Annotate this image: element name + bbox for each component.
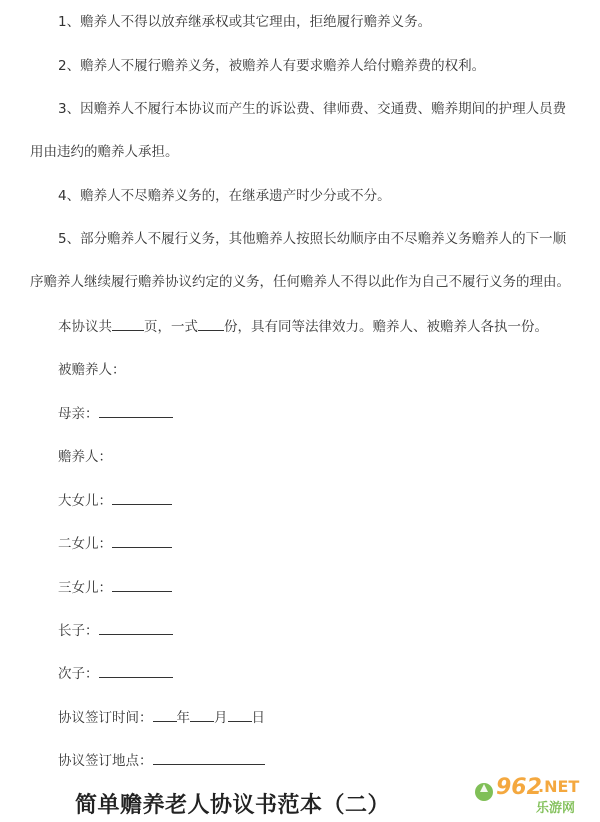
watermark-suffix: .NET: [538, 777, 580, 796]
eldest-son-line: [0, 620, 600, 641]
month-label: 月: [214, 710, 228, 726]
copies-part-1: 本协议共: [58, 319, 112, 335]
copies-blank: [198, 316, 224, 331]
copies-part-2: 页，一式: [144, 319, 198, 335]
year-label: 年: [176, 710, 190, 726]
clause-3-line-1: 3、因赡养人不履行本协议而产生的诉讼费、律师费、交通费、赡养期间的护理人员费: [58, 101, 567, 117]
clause-3-line-2: 用由违约的赡养人承担。: [30, 144, 179, 160]
second-daughter-label: 二女儿：: [58, 536, 112, 552]
eldest-daughter-line: [0, 490, 600, 511]
second-son-blank: [99, 663, 173, 678]
sign-place-blank: [153, 750, 265, 765]
clause-5-line-1: 5、部分赡养人不履行义务，其他赡养人按照长幼顺序由不尽赡养义务赡养人的下一顺: [58, 231, 567, 247]
mother-line: [0, 403, 600, 424]
clause-4: 4、赡养人不尽赡养义务的，在继承遗产时少分或不分。: [58, 188, 391, 204]
day-blank: [228, 707, 252, 722]
third-daughter-line: [0, 577, 600, 598]
eldest-daughter-blank: [112, 490, 172, 505]
sign-place-label: 协议签订地点：: [58, 753, 153, 769]
site-watermark: [474, 770, 594, 818]
sign-time-label: 协议签订时间：: [58, 710, 153, 726]
month-blank: [190, 707, 214, 722]
mother-label: 母亲：: [58, 406, 99, 422]
supported-person-label: 被赡养人：: [58, 362, 126, 378]
pages-blank: [112, 316, 144, 331]
watermark-logo-icon: [474, 770, 594, 818]
second-daughter-blank: [112, 533, 172, 548]
copies-statement: [0, 316, 600, 337]
second-son-line: [0, 663, 600, 684]
clause-2: 2、赡养人不履行赡养义务，被赡养人有要求赡养人给付赡养费的权利。: [58, 58, 486, 74]
third-daughter-blank: [112, 577, 172, 592]
year-blank: [153, 707, 177, 722]
second-son-label: 次子：: [58, 666, 99, 682]
eldest-son-blank: [99, 620, 173, 635]
second-daughter-line: [0, 533, 600, 554]
eldest-daughter-label: 大女儿：: [58, 493, 112, 509]
supporters-label: 赡养人：: [58, 449, 112, 465]
clause-5-line-2: 序赡养人继续履行赡养协议约定的义务，任何赡养人不得以此作为自己不履行义务的理由。: [30, 274, 570, 290]
eldest-son-label: 长子：: [58, 623, 99, 639]
mother-blank: [99, 403, 173, 418]
watermark-name: 乐游网: [536, 801, 576, 816]
clause-1: 1、赡养人不得以放弃继承权或其它理由，拒绝履行赡养义务。: [58, 14, 432, 30]
next-section-heading: 简单赡养老人协议书范本（二）: [75, 793, 391, 818]
day-label: 日: [251, 710, 265, 726]
watermark-number: 962: [496, 775, 542, 800]
sign-place-line: [0, 750, 600, 771]
copies-part-3: 份，具有同等法律效力。赡养人、被赡养人各执一份。: [224, 319, 548, 335]
third-daughter-label: 三女儿：: [58, 580, 112, 596]
sign-time-line: [0, 707, 600, 728]
